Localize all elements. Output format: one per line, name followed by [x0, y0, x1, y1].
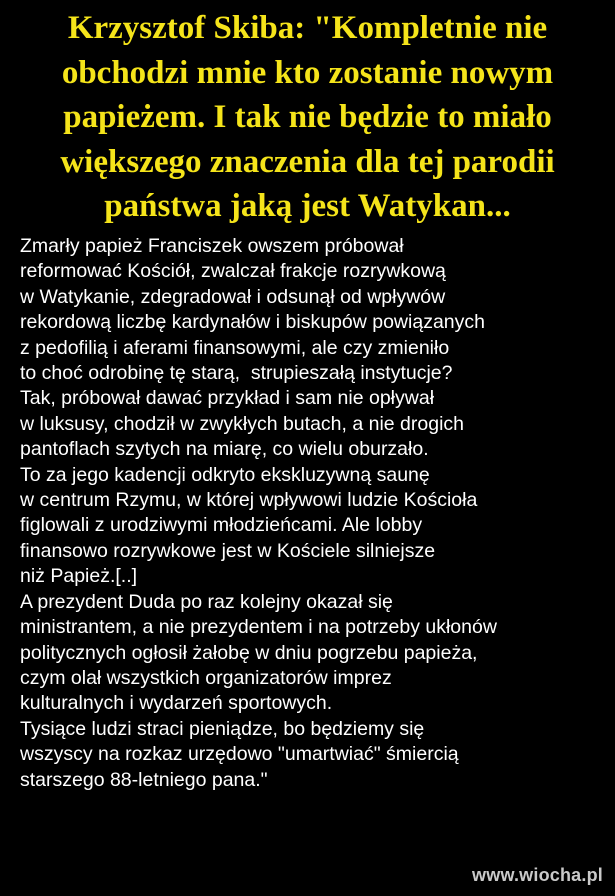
headline-line: Krzysztof Skiba: "Kompletnie nie	[67, 10, 548, 46]
body-line: Tysiące ludzi straci pieniądze, bo będziemy się	[20, 717, 425, 740]
body-line: rekordową liczbę kardynałów i biskupów powiązanych	[20, 311, 485, 334]
body-line: finansowo rozrywkowe jest w Kościele silniejsze	[20, 539, 436, 562]
headline-quote	[0, 6, 615, 229]
body-line: starszego 88-letniego pana."	[20, 768, 268, 791]
headline-line: papieżem. I tak nie będzie to miało	[63, 99, 552, 135]
body-line: niż Papież.[..]	[20, 565, 138, 588]
body-line: A prezydent Duda po raz kolejny okazał się	[20, 590, 393, 613]
body-line: z pedofilią i aferami finansowymi, ale czy zmieniło	[20, 336, 450, 359]
body-line: to choć odrobinę tę starą, strupieszałą instytucje?	[20, 362, 453, 385]
body-line: figlowali z urodziwymi młodzieńcami. Ale lobby	[20, 514, 423, 537]
body-line: czym olał wszystkich organizatorów imprez	[20, 666, 392, 689]
body-line: pantoflach szytych na miarę, co wielu oburzało.	[20, 438, 429, 461]
body-line: Tak, próbował dawać przykład i sam nie opływał	[20, 387, 435, 410]
body-line: w Watykanie, zdegradował i odsunął od wpływów	[20, 285, 446, 308]
body-paragraph	[20, 234, 610, 793]
body-line: kulturalnych i wydarzeń sportowych.	[20, 692, 333, 715]
body-line: Zmarły papież Franciszek owszem próbował	[20, 235, 404, 257]
body-line: ministrantem, a nie prezydentem i na potrzeby ukłonów	[20, 616, 497, 639]
body-line: politycznych ogłosił żałobę w dniu pogrzebu papieża,	[20, 641, 478, 664]
body-line: w centrum Rzymu, w której wpływowi ludzie Kościoła	[20, 489, 478, 512]
headline-line: państwa jaką jest Watykan...	[104, 188, 511, 224]
body-line: reformować Kościół, zwalczał frakcje rozrywkową	[20, 260, 446, 283]
body-line: wszyscy na rozkaz urzędowo "umartwiać" śmiercią	[20, 743, 459, 766]
headline-line: większego znaczenia dla tej parodii	[60, 143, 555, 180]
site-watermark: www.wiocha.pl	[472, 865, 603, 885]
headline-line: obchodzi mnie kto zostanie nowym	[61, 54, 554, 91]
body-line: w luksusy, chodził w zwykłych butach, a nie drogich	[20, 412, 464, 435]
body-line: To za jego kadencji odkryto ekskluzywną saunę	[20, 463, 430, 486]
